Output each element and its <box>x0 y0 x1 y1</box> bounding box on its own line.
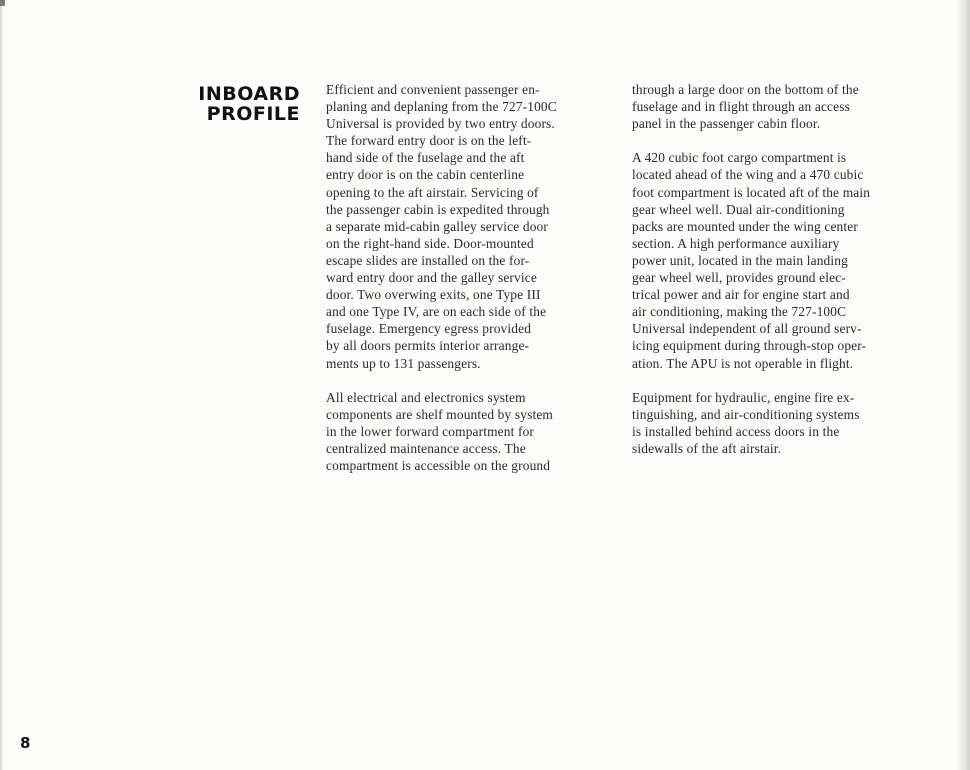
paragraph-passenger-doors <box>326 81 616 372</box>
text-line: located ahead of the wing and a 470 cubic <box>632 167 864 183</box>
text-line: planing and deplaning from the 727-100C <box>326 99 557 115</box>
text-line: air conditioning, making the 727-100C <box>632 304 847 320</box>
page-right-edge-shadow <box>956 0 970 770</box>
text-line: escape slides are installed on the for- <box>326 252 530 268</box>
paragraph-compartment-access <box>632 81 930 132</box>
text-line: foot compartment is located aft of the main <box>632 184 871 200</box>
section-heading <box>198 84 300 124</box>
text-column-right <box>632 81 930 474</box>
text-line: hand side of the fuselage and the aft <box>326 150 525 166</box>
text-line: ation. The APU is not operable in flight. <box>632 355 854 371</box>
text-line: Universal independent of all ground serv- <box>632 321 862 337</box>
text-line: a separate mid-cabin galley service door <box>326 218 549 234</box>
text-line: trical power and air for engine start and <box>632 287 850 303</box>
page-number: 8 <box>20 734 31 752</box>
heading-line-1: INBOARD <box>198 83 300 105</box>
text-line: centralized maintenance access. The <box>326 440 526 456</box>
heading-line-2: PROFILE <box>206 103 300 125</box>
text-line: gear wheel well. Dual air-conditioning <box>632 201 845 217</box>
text-line: and one Type IV, are on each side of the <box>326 304 547 320</box>
text-line: door. Two overwing exits, one Type III <box>326 287 541 303</box>
text-line: packs are mounted under the wing center <box>632 218 858 234</box>
text-line: Universal is provided by two entry doors. <box>326 116 555 132</box>
page-left-edge-shadow <box>0 0 3 770</box>
text-line: A 420 cubic foot cargo compartment is <box>632 150 847 166</box>
text-line: icing equipment during through-stop oper- <box>632 338 867 354</box>
text-line: ments up to 131 passengers. <box>326 355 481 371</box>
text-line: the passenger cabin is expedited through <box>326 201 550 217</box>
text-line: entry door is on the cabin centerline <box>326 167 525 183</box>
paragraph-electronics <box>326 389 616 474</box>
text-line: in the lower forward compartment for <box>326 423 535 439</box>
text-line: Efficient and convenient passenger en- <box>326 82 540 97</box>
text-line: on the right-hand side. Door-mounted <box>326 235 534 251</box>
text-line: compartment is accessible on the ground <box>326 458 551 474</box>
text-line: opening to the aft airstair. Servicing of <box>326 184 539 200</box>
text-line: gear wheel well, provides ground elec- <box>632 270 846 286</box>
text-line: sidewalls of the aft airstair. <box>632 440 782 456</box>
text-line: is installed behind access doors in the <box>632 423 840 439</box>
text-line: ward entry door and the galley service <box>326 270 537 286</box>
text-line: components are shelf mounted by system <box>326 406 553 422</box>
text-line: tinguishing, and air-conditioning systems <box>632 406 860 422</box>
text-column-left <box>326 81 616 491</box>
text-line: All electrical and electronics system <box>326 389 526 405</box>
text-line: The forward entry door is on the left- <box>326 133 532 149</box>
text-line: Equipment for hydraulic, engine fire ex- <box>632 389 855 405</box>
text-line: through a large door on the bottom of the <box>632 82 859 97</box>
text-line: section. A high performance auxiliary <box>632 235 840 251</box>
text-line: fuselage. Emergency egress provided <box>326 321 532 337</box>
text-line: fuselage and in flight through an access <box>632 99 850 115</box>
page-corner-mark <box>0 0 5 6</box>
paragraph-cargo-apu <box>632 149 930 371</box>
text-line: panel in the passenger cabin floor. <box>632 116 821 132</box>
text-line: power unit, located in the main landing <box>632 252 848 268</box>
text-line: by all doors permits interior arrange- <box>326 338 530 354</box>
paragraph-equipment <box>632 389 930 457</box>
